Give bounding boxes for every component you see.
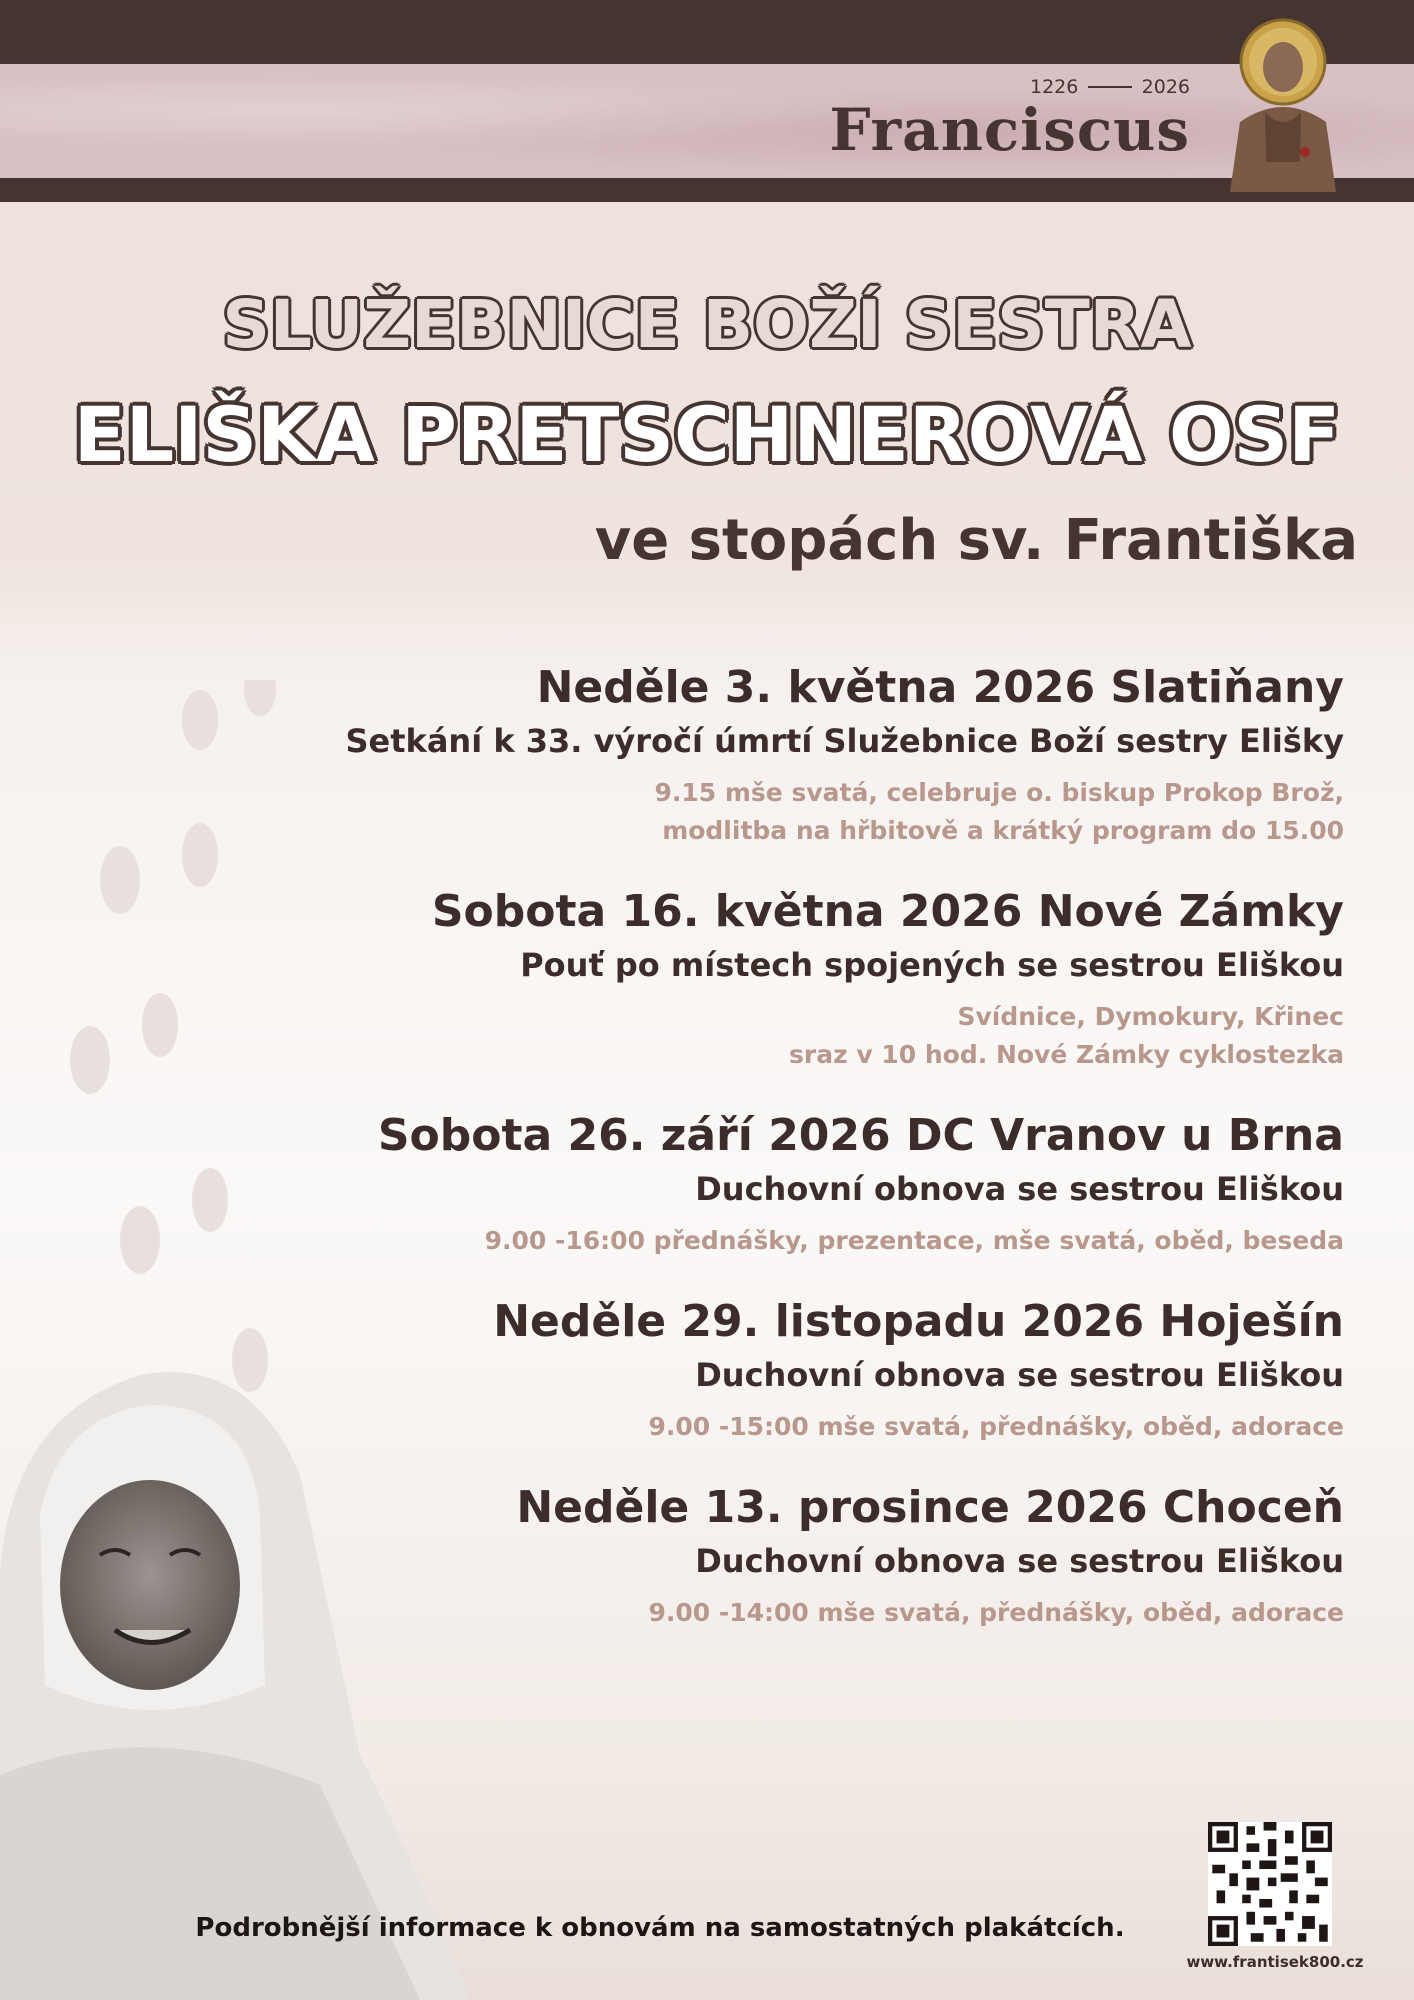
years-dash <box>1088 86 1131 88</box>
event-detail-line: 9.00 -14:00 mše svatá, přednášky, oběd, adorace <box>648 1598 1344 1627</box>
website-url[interactable]: www.frantisek800.cz <box>1186 1953 1364 1971</box>
event-item <box>264 884 1344 1074</box>
event-item <box>264 1108 1344 1260</box>
event-detail <box>264 1222 1344 1260</box>
event-subheading: Duchovní obnova se sestrou Eliškou <box>695 1542 1344 1580</box>
event-detail-line: modlitba na hřbitově a krátký program do 15.00 <box>662 816 1344 845</box>
event-subheading: Duchovní obnova se sestrou Eliškou <box>695 1170 1344 1208</box>
event-detail <box>264 774 1344 850</box>
event-detail-line: sraz v 10 hod. Nové Zámky cyklostezka <box>789 1040 1344 1069</box>
event-heading: Neděle 3. května 2026 Slatiňany <box>536 662 1344 713</box>
event-heading: Sobota 26. září 2026 DC Vranov u Brna <box>377 1110 1344 1161</box>
franciscus-logo: Franciscus <box>829 96 1190 164</box>
years-start: 1226 <box>1030 76 1079 98</box>
sister-photo <box>0 1355 470 2000</box>
event-detail <box>264 998 1344 1074</box>
header-top-bar <box>0 0 1414 64</box>
qr-code-icon[interactable] <box>1208 1822 1332 1946</box>
event-subheading: Duchovní obnova se sestrou Eliškou <box>695 1356 1344 1394</box>
subtitle: ve stopách sv. Františka <box>594 508 1358 573</box>
title-line-2: ELIŠKA PRETSCHNEROVÁ OSF <box>73 390 1341 479</box>
footer-note: Podrobnější informace k obnovám na samostatných plakátcích. <box>195 1913 1125 1943</box>
event-heading: Neděle 29. listopadu 2026 Hoješín <box>493 1296 1344 1347</box>
header-band <box>0 64 1414 178</box>
event-detail-line: Svídnice, Dymokury, Křinec <box>957 1002 1344 1031</box>
event-detail-line: 9.15 mše svatá, celebruje o. biskup Prokop Brož, <box>654 778 1344 807</box>
header-bottom-bar <box>0 178 1414 202</box>
event-subheading: Setkání k 33. výročí úmrtí Služebnice Boží sestry Elišky <box>345 722 1344 760</box>
event-item <box>264 660 1344 850</box>
title-line-1: SLUŽEBNICE BOŽÍ SESTRA <box>222 286 1192 363</box>
event-detail-line: 9.00 -16:00 přednášky, prezentace, mše svatá, oběd, beseda <box>484 1226 1344 1255</box>
saint-francis-icon <box>1210 12 1356 192</box>
event-heading: Sobota 16. května 2026 Nové Zámky <box>431 886 1344 937</box>
event-subheading: Pouť po místech spojených se sestrou Eliškou <box>520 946 1344 984</box>
years-range <box>1030 76 1190 98</box>
years-end: 2026 <box>1141 76 1190 98</box>
event-heading: Neděle 13. prosince 2026 Choceň <box>516 1482 1344 1533</box>
event-detail-line: 9.00 -15:00 mše svatá, přednášky, oběd, adorace <box>648 1412 1344 1441</box>
